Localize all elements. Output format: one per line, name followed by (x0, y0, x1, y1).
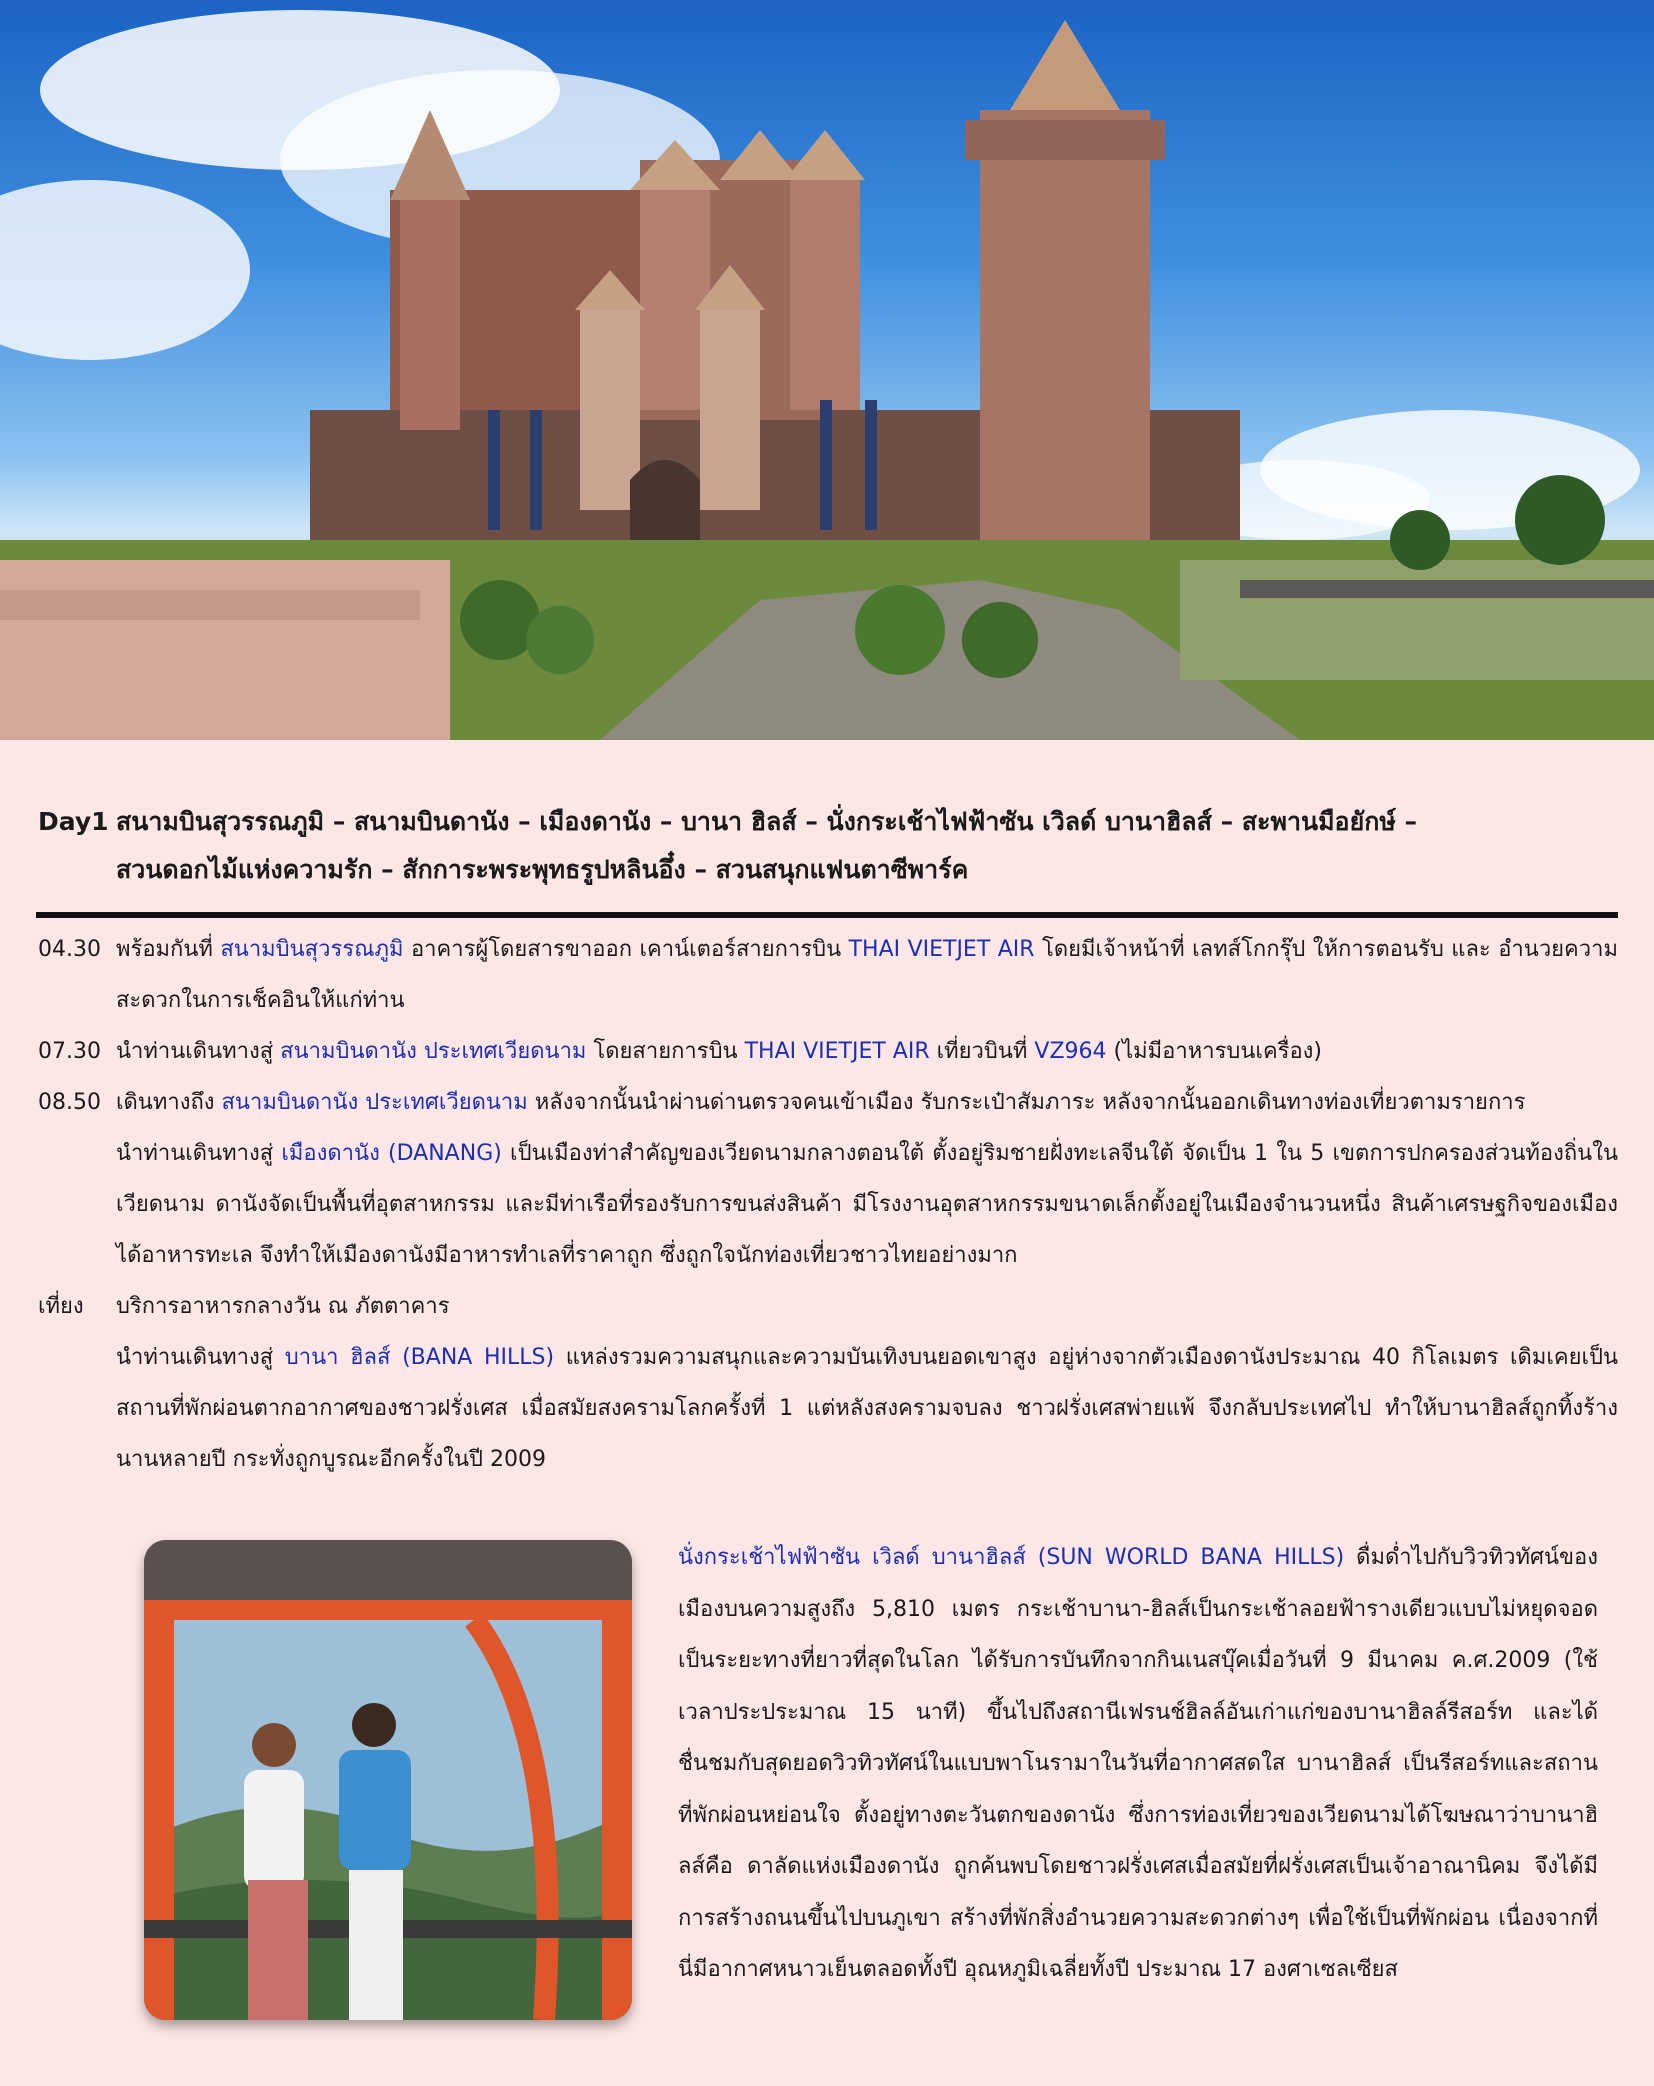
itinerary-time: 08.50 (38, 1090, 101, 1115)
itinerary-text: เดินทางถึง สนามบินดานัง ประเทศเวียดนาม หลังจากนั้นนำผ่านด่านตรวจคนเข้าเมือง รับกระเป๋าสัมภาระ หลังจากนั้นออกเดินทางท่องเที่ยวตามรายการ (116, 1090, 1526, 1115)
itinerary-text: นำท่านเดินทางสู่ สนามบินดานัง ประเทศเวียดนาม โดยสายการบิน THAI VIETJET AIR เที่ยวบินที่ VZ964 (ไม่มีอาหารบนเครื่อง) (116, 1039, 1323, 1064)
lunch-time: เที่ยง (38, 1294, 84, 1319)
cable-car-photo (144, 1540, 632, 2020)
bana-paragraph: นำท่านเดินทางสู่ บานา ฮิลส์ (BANA HILLS) แหล่งรวมความสนุกและความบันเทิงบนยอดเขาสูง อยู่ห่างจากตัวเมืองดานังประมาณ 40 กิโลเมตร เดิมเคยเป็นสถานที่พักผ่อนตากอากาศของชาวฝรั่งเศส เมื่อสมัยสงครามโลกครั้งที่ 1 แต่หลังสงครามจบลง ชาวฝรั่งเศสพ่ายแพ้ จึงกลับประเทศไป ทำให้บานาฮิลส์ถูกทิ้งร้างนานหลายปี กระทั่งถูกบูรณะอีกครั้งในปี 2009 (116, 1345, 1618, 1472)
itinerary-row (38, 924, 1618, 1026)
itinerary-time: 04.30 (38, 937, 101, 962)
itinerary-text: พร้อมกันที่ สนามบินสุวรรณภูมิ อาคารผู้โดยสารขาออก เคาน์เตอร์สายการบิน THAI VIETJET AIR โดยมีเจ้าหน้าที่ เลทส์โกกรุ๊ป ให้การตอนรับ และ อำนวยความสะดวกในการเช็คอินให้แก่ท่าน (116, 937, 1618, 1013)
danang-paragraph: นำท่านเดินทางสู่ เมืองดานัง (DANANG) เป็นเมืองท่าสำคัญของเวียดนามกลางตอนใต้ ตั้งอยู่ริมชายฝั่งทะเลจีนใต้ จัดเป็น 1 ใน 5 เขตการปกครองส่วนท้องถิ่นในเวียดนาม ดานังจัดเป็นพื้นที่อุตสาหกรรม และมีท่าเรือที่รองรับการขนส่งสินค้า มีโรงงานอุตสาหกรรมขนาดเล็กตั้งอยู่ในเมืองจำนวนหนึ่ง สินค้าเศรษฐกิจของเมืองได้อาหารทะเล จึงทำให้เมืองดานังมีอาหารทำเลที่ราคาถูก ซึ่งถูกใจนักท่องเที่ยวชาวไทยอย่างมาก (116, 1141, 1619, 1268)
lunch-text: บริการอาหารกลางวัน ณ ภัตตาคาร (116, 1294, 450, 1319)
divider (36, 912, 1618, 918)
lunch-row (38, 1281, 1618, 1332)
day-title-line2: สวนดอกไม้แห่งความรัก – สักการะพระพุทธรูปหลินอึ๋ง – สวนสนุกแฟนตาซีพาร์ค (116, 855, 969, 884)
itinerary-time: 07.30 (38, 1039, 101, 1064)
hero-castle-image (0, 0, 1654, 740)
itinerary-row (38, 1077, 1618, 1128)
itinerary-row (38, 1026, 1618, 1077)
day-label: Day1 (38, 807, 109, 836)
day-title-line1: สนามบินสุวรรณภูมิ – สนามบินดานัง – เมืองดานัง – บานา ฮิลส์ – นั่งกระเช้าไฟฟ้าซัน เวิลด์ บานาฮิลส์ – สะพานมือยักษ์ – (116, 807, 1418, 836)
day-title (38, 798, 1618, 894)
itinerary-list (38, 924, 1618, 1485)
cable-car-paragraph: นั่งกระเช้าไฟฟ้าซัน เวิลด์ บานาฮิลส์ (SUN WORLD BANA HILLS) ดื่มด่ำไปกับวิวทิวทัศน์ของเมืองบนความสูงถึง 5,810 เมตร กระเช้าบานา-ฮิลส์เป็นกระเช้าลอยฟ้ารางเดียวแบบไม่หยุดจอดเป็นระยะทางที่ยาวที่สุดในโลก ได้รับการบันทึกจากกินเนสบุ๊คเมื่อวันที่ 9 มีนาคม ค.ศ.2009 (ใช้เวลาประประมาณ 15 นาที) ขึ้นไปถึงสถานีเฟรนช์ฮิลล์อันเก่าแก่ของบานาฮิลล์รีสอร์ท และได้ชื่นชมกับสุดยอดวิวทิวทัศน์ในแบบพาโนรามาในวันที่อากาศสดใส บานาฮิลส์ เป็นรีสอร์ทและสถานที่พักผ่อนหย่อนใจ ตั้งอยู่ทางตะวันตกของดานัง ซึ่งการท่องเที่ยวของเวียดนามได้โฆษณาว่าบานาฮิลส์คือ ดาลัดแห่งเมืองดานัง ถูกค้นพบโดยชาวฝรั่งเศสเมื่อสมัยที่ฝรั่งเศสเป็นเจ้าอาณานิคม จึงได้มีการสร้างถนนขึ้นไปบนภูเขา สร้างที่พักสิ่งอำนวยความสะดวกต่างๆ เพื่อใช้เป็นที่พักผ่อน เนื่องจากที่นี่มีอากาศหนาวเย็นตลอดทั้งปี อุณหภูมิเฉลี่ยทั้งปี ประมาณ 17 องศาเซลเซียส (678, 1545, 1598, 1982)
